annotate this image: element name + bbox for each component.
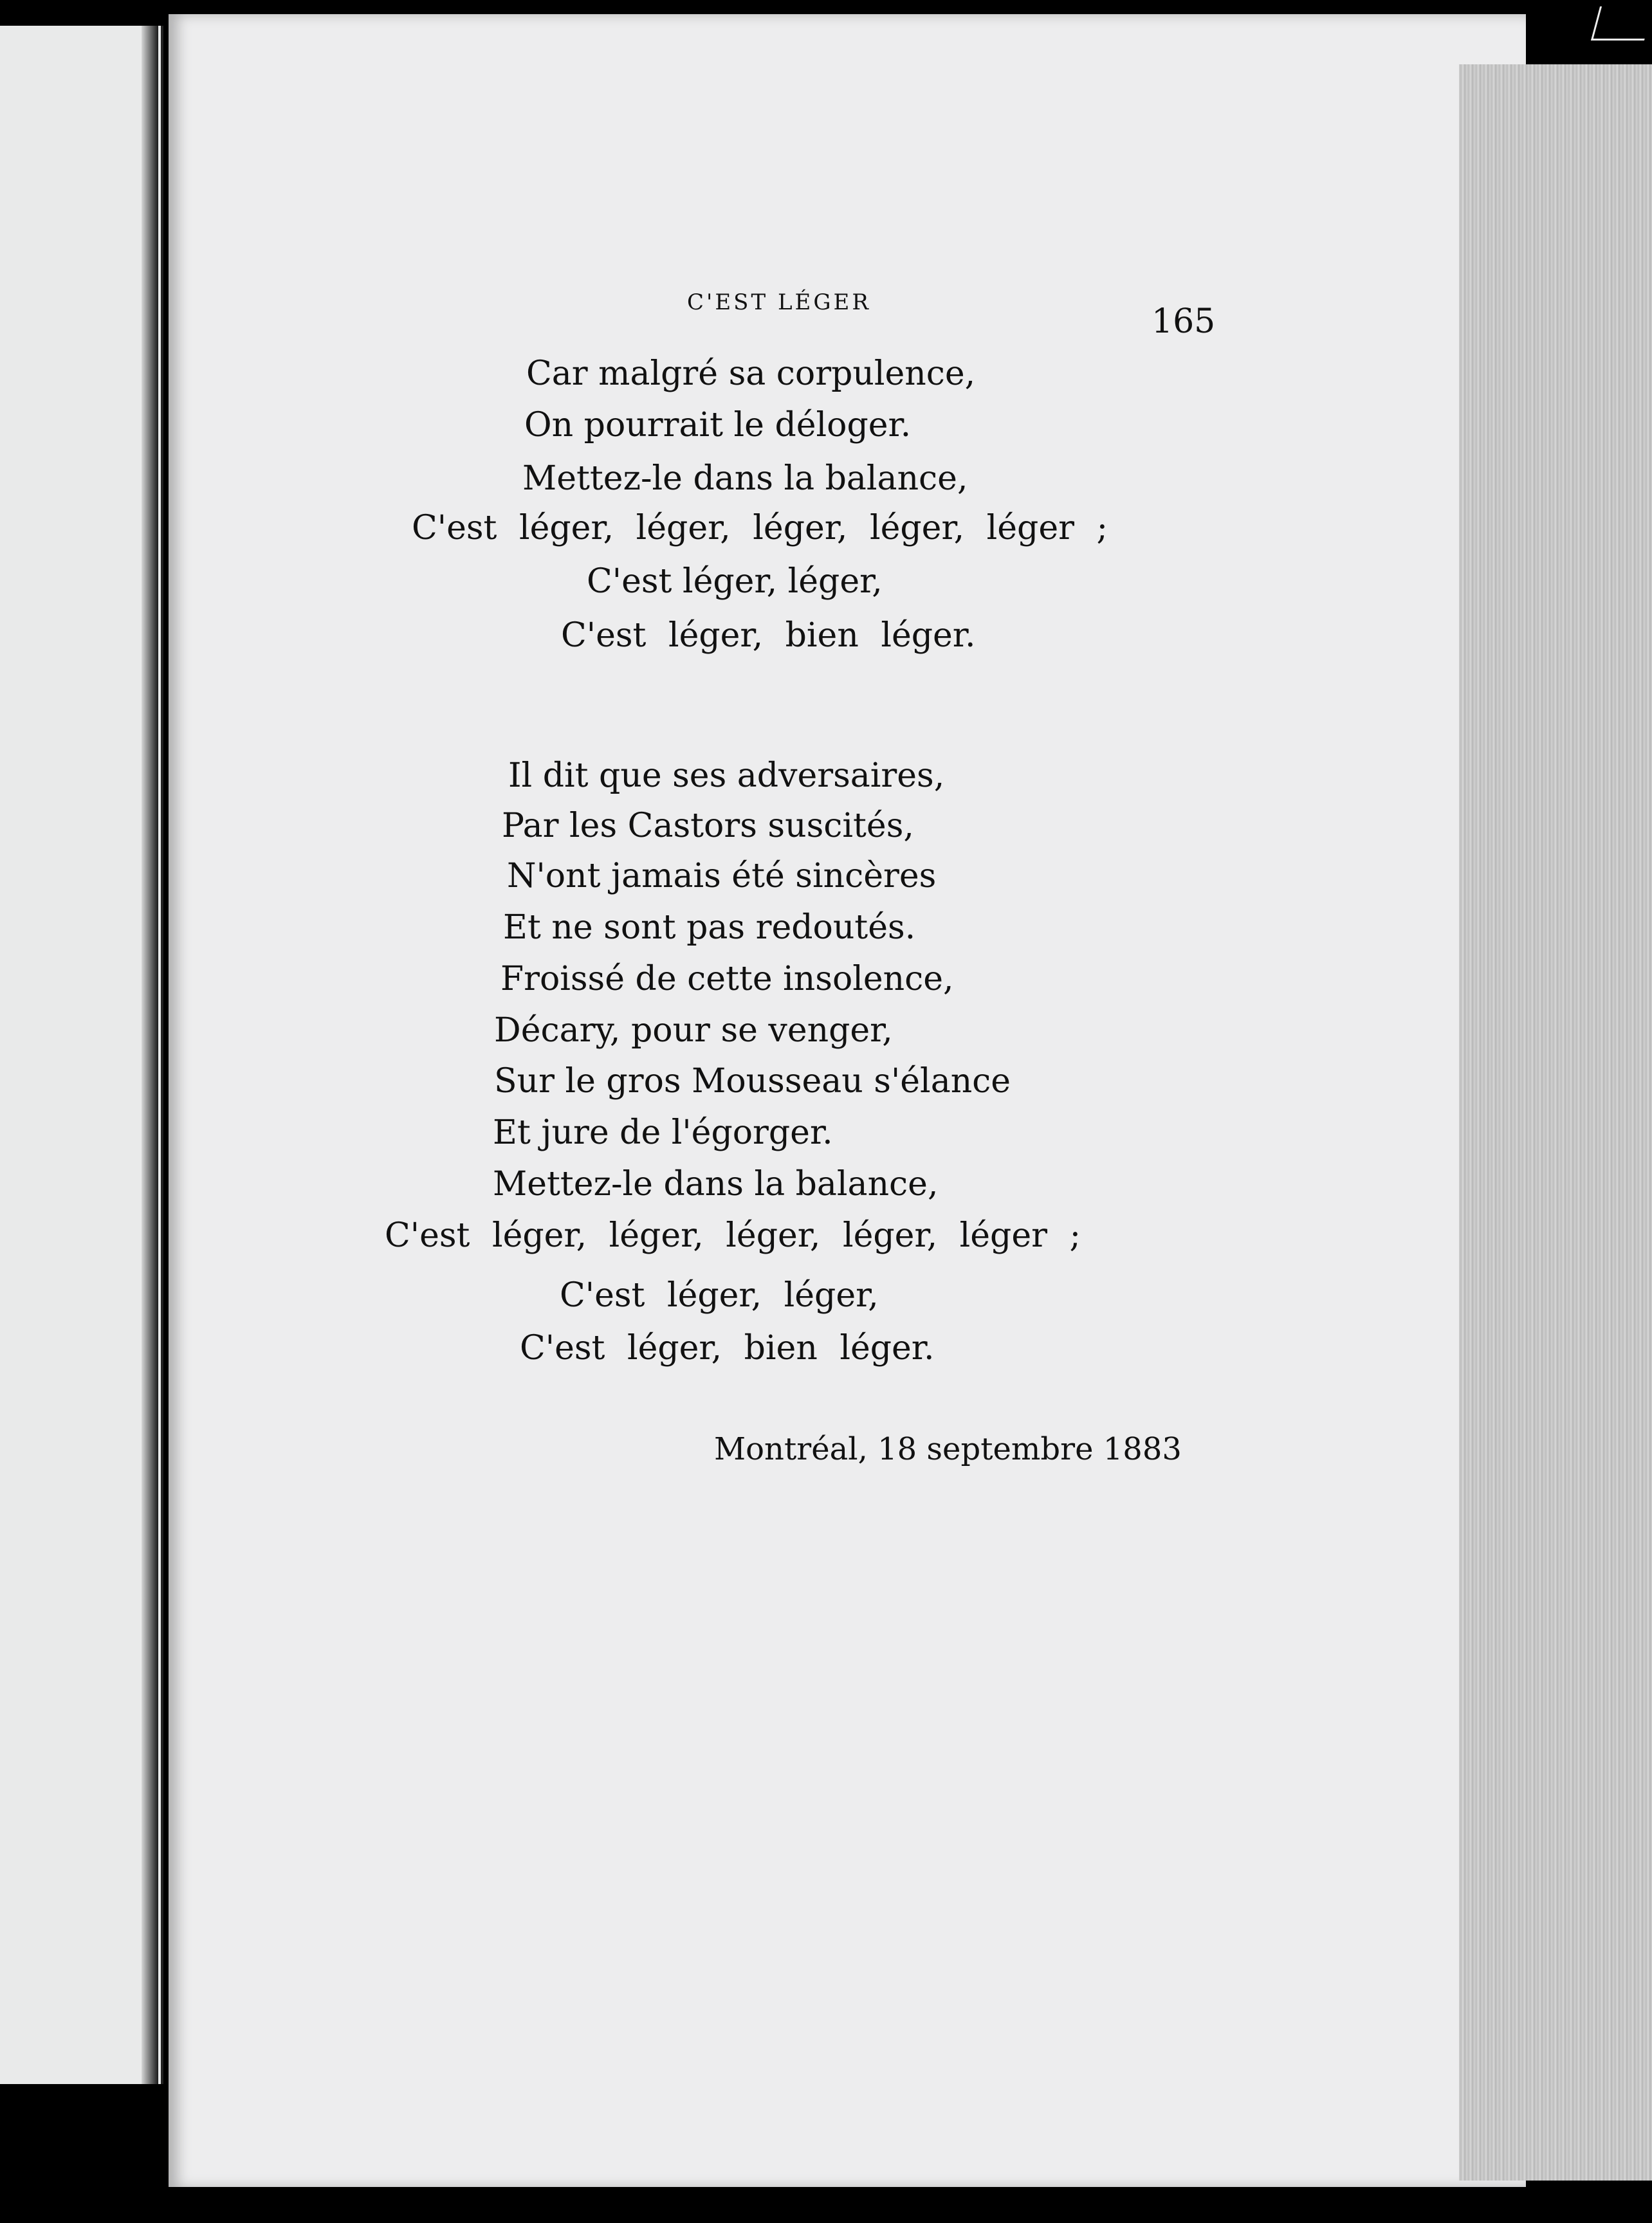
verse-line: Mettez-le dans la balance, <box>493 1165 939 1203</box>
previous-page-edge <box>0 26 163 2084</box>
verse-line: Sur le gros Mousseau s'élance <box>494 1062 1011 1101</box>
scan-bottom-band <box>0 2187 1652 2223</box>
verse-line: C'est léger, léger, <box>560 1276 879 1315</box>
page-number: 165 <box>1152 302 1216 341</box>
page-edges-stack <box>1459 64 1652 2181</box>
verse-line: On pourrait le déloger. <box>524 406 912 444</box>
dateline: Montréal, 18 septembre 1883 <box>714 1431 1182 1467</box>
verse-line: Décary, pour se venger, <box>494 1011 893 1050</box>
verse-line: C'est léger, léger, <box>587 562 883 601</box>
verse-line: Par les Castors suscités, <box>502 807 914 845</box>
verse-line: Mettez-le dans la balance, <box>522 459 968 498</box>
book-gutter <box>142 26 158 2084</box>
scan-corner-mark <box>1591 6 1652 41</box>
verse-line: C'est léger, léger, léger, léger, léger ; <box>385 1216 1081 1255</box>
verse-line: Froissé de cette insolence, <box>500 960 954 998</box>
verse-line: Et jure de l'égorger. <box>493 1113 833 1152</box>
verse-line: C'est léger, bien léger. <box>561 616 976 655</box>
book-page <box>169 14 1526 2188</box>
verse-line: N'ont jamais été sincères <box>507 857 937 895</box>
running-head: C'EST LÉGER <box>687 289 871 315</box>
verse-line: Car malgré sa corpulence, <box>526 354 976 393</box>
verse-line: Et ne sont pas redoutés. <box>503 908 916 947</box>
verse-line: C'est léger, bien léger. <box>520 1329 935 1368</box>
verse-line: Il dit que ses adversaires, <box>508 756 945 795</box>
verse-line: C'est léger, léger, léger, léger, léger ; <box>412 509 1108 547</box>
